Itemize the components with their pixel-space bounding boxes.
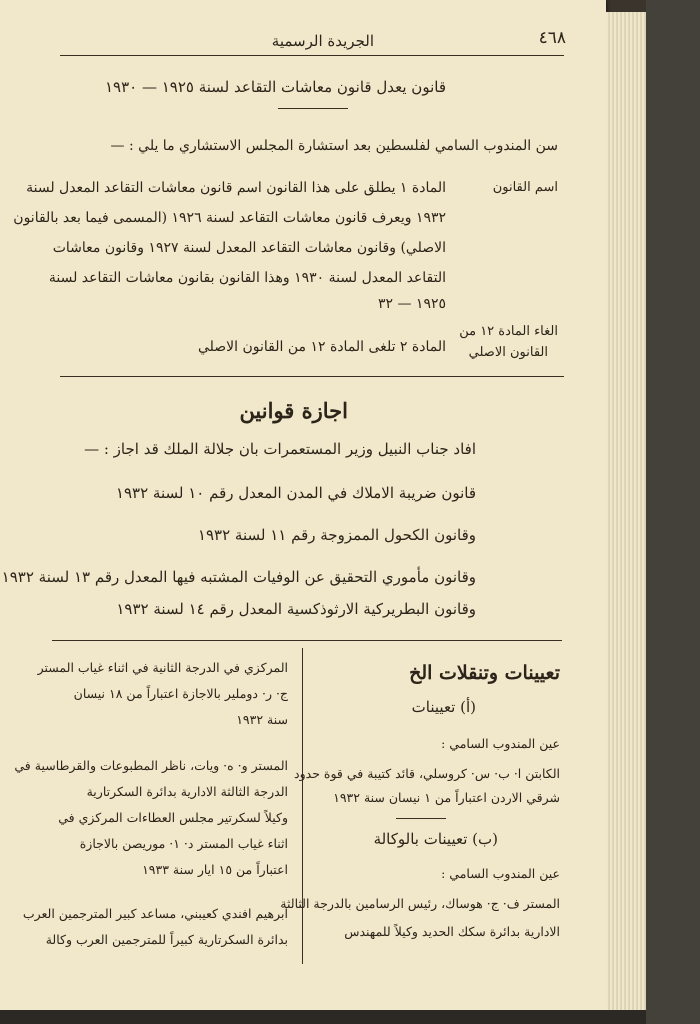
- appointment-line: شرقي الاردن اعتباراً من ١ نيسان سنة ١٩٣٢: [333, 790, 560, 805]
- assent-item: قانون ضريبة الاملاك في المدن المعدل رقم ١٠ لسنة ١٩٣٢: [115, 484, 476, 502]
- header-rule: [60, 55, 564, 56]
- assent-item: وقانون الكحول الممزوجة رقم ١١ لسنة ١٩٣٢: [197, 526, 476, 544]
- article-1-line: المادة ١ يطلق على هذا القانون اسم قانون معاشات التقاعد المعدل لسنة: [26, 180, 446, 196]
- column-top-rule: [52, 640, 562, 641]
- appointed-by: عين المندوب السامي :: [441, 736, 560, 751]
- title-rule: [278, 108, 348, 109]
- article-1-line: التقاعد المعدل لسنة ١٩٣٠ وهذا القانون بقانون معاشات التقاعد لسنة: [48, 270, 446, 286]
- column-divider: [302, 648, 303, 964]
- left-col-line: اثناء غياب المستر د· ١· موريصن بالاجازة: [79, 836, 288, 851]
- law-title: قانون يعدل قانون معاشات التقاعد لسنة ١٩٢٥ — ١٩٣٠: [104, 78, 446, 96]
- article-1-line: ١٩٣٢ ويعرف قانون معاشات التقاعد لسنة ١٩٢٦ (المسمى فيما بعد بالقانون: [13, 210, 446, 226]
- sub-rule: [396, 818, 446, 819]
- journal-title: الجريدة الرسمية: [271, 32, 374, 50]
- left-col-line: وكيلاً لسكرتير مجلس العطاءات المركزي في: [58, 810, 288, 825]
- left-col-line: اعتباراً من ١٥ ايار سنة ١٩٣٣: [142, 862, 288, 877]
- appointment-line: الكابتن ا· ب· س· كروسلي، قائد كتيبة في قوة حدود: [294, 766, 560, 781]
- appointment-line: الادارية بدائرة سكك الحديد وكيلاً للمهندس: [344, 924, 560, 939]
- appointments-subheading-b: (ب) تعيينات بالوكالة: [373, 830, 498, 848]
- appointments-subheading-a: (أ) تعيينات: [411, 698, 476, 716]
- left-col-line: المركزي في الدرجة الثانية في اثناء غياب المستر: [37, 660, 288, 675]
- appointments-heading: تعيينات وتنقلات الخ: [409, 662, 560, 684]
- left-col-line: ج· ر· دوملير بالاجازة اعتباراً من ١٨ نيسان: [73, 686, 288, 701]
- left-col-line: المستر و· ه· ويات، ناظر المطبوعات والقرطاسية في: [14, 758, 288, 773]
- book-page-edges: [606, 12, 646, 1010]
- side-note-repeal: الغاء المادة ١٢ من: [459, 324, 558, 339]
- appointed-by: عين المندوب السامي :: [441, 866, 560, 881]
- article-2: المادة ٢ تلغى المادة ١٢ من القانون الاصلي: [197, 339, 446, 355]
- assent-intro: افاد جناب النبيل وزير المستعمرات بان جلالة الملك قد اجاز : —: [84, 440, 476, 458]
- side-note-law-name: اسم القانون: [492, 180, 558, 195]
- side-note-repeal: القانون الاصلي: [468, 345, 548, 360]
- assent-item: وقانون البطريركية الارثوذكسية المعدل رقم ١٤ لسنة ١٩٣٢: [116, 600, 476, 618]
- left-col-line: سنة ١٩٣٢: [236, 712, 288, 727]
- section-rule: [60, 376, 564, 377]
- page-number: ٤٦٨: [538, 28, 566, 48]
- article-1-line: الاصلي) وقانون معاشات التقاعد المعدل لسنة ١٩٢٧ وقانون معاشات: [52, 240, 446, 256]
- article-1-line: ١٩٢٥ — ٣٢: [377, 296, 446, 312]
- assent-item: وقانون مأموري التحقيق عن الوفيات المشتبه فيها المعدل رقم ١٣ لسنة ١٩٣٢: [1, 568, 476, 586]
- left-col-line: بدائرة السكرتارية كبيراً للمترجمين العرب وكالة: [45, 932, 288, 947]
- book-cover: [646, 0, 700, 1024]
- preamble: سن المندوب السامي لفلسطين بعد استشارة المجلس الاستشاري ما يلي : —: [110, 138, 558, 154]
- book-bottom-edge: [0, 1010, 646, 1024]
- appointment-line: المستر ف· ج· هوساك، رئيس الرسامين بالدرجة الثالثة: [280, 896, 560, 911]
- assent-heading: اجازة قوانين: [239, 398, 348, 423]
- left-col-line: ابرهيم افندي كعيبني، مساعد كبير المترجمين العرب: [22, 906, 288, 921]
- left-col-line: الدرجة الثالثة الادارية بدائرة السكرتارية: [86, 784, 288, 799]
